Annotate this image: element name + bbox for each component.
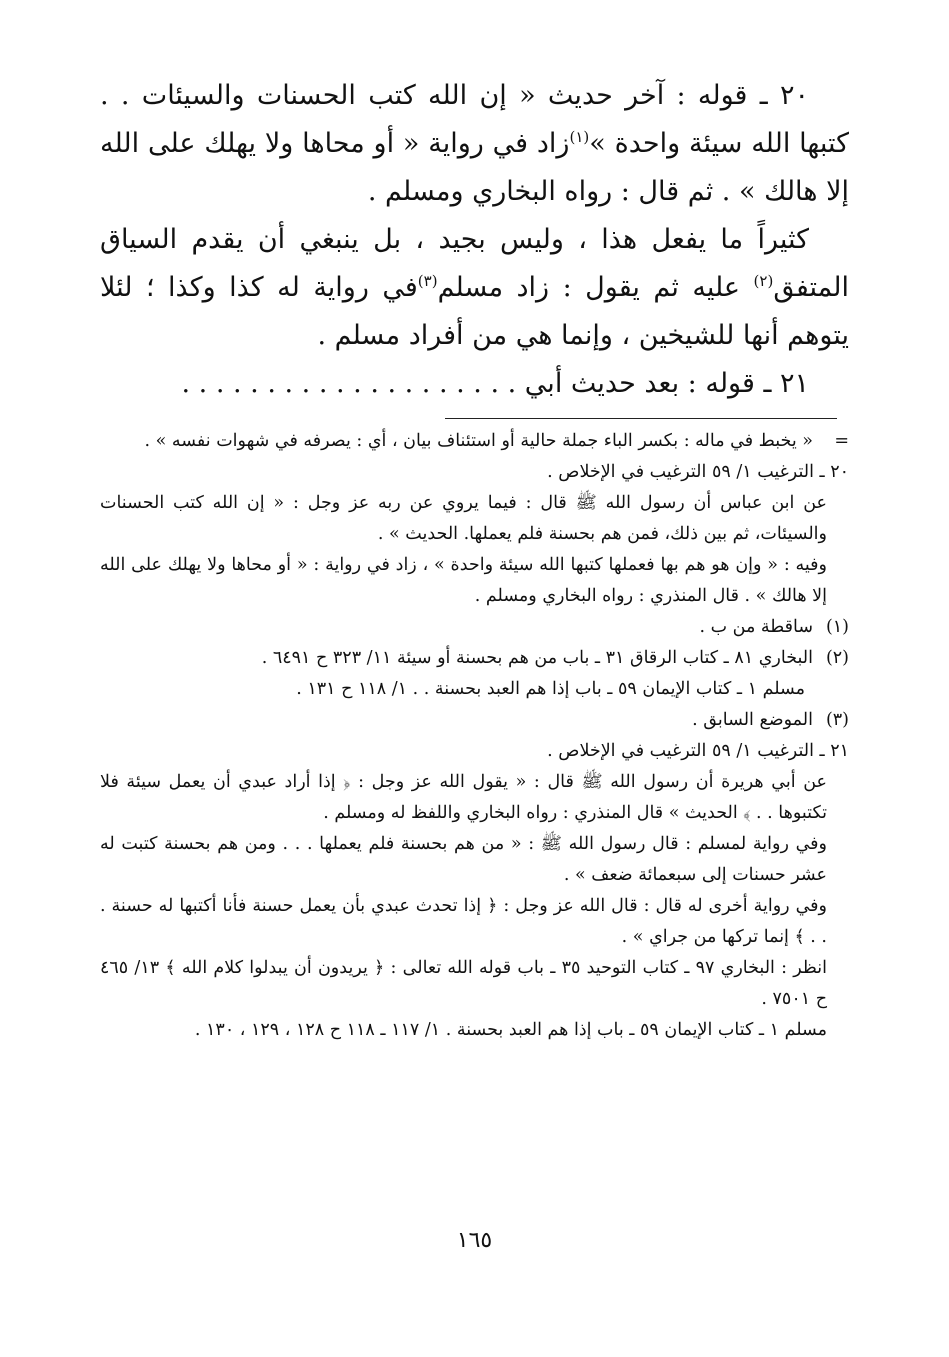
- note-21-title: ٢١ ـ الترغيب ١/ ٥٩ الترغيب في الإخلاص .: [547, 741, 849, 761]
- commentary-paragraph: كثيراً ما يفعل هذا ، وليس بجيد ، بل ينبغي أن يقدم السياق المتفق$^{(٢)}$ عليه ثم يقول : زاد مسلم$^{(٣)}$في رواية له كذا وكذا ؛ لئلا يتوهم أنها للشيخين ، وإنما هي من أفراد مسلم .: [100, 224, 849, 351]
- note-21-text: وفي رواية لمسلم : قال رسول الله ﷺ : « من هم بحسنة فلم يعملها . . . ومن هم بحسنة كتبت له عشر حسنات إلى سبعمائة ضعف » .: [100, 834, 827, 885]
- paragraph-21: ٢١ ـ قوله : بعد حديث أبي . . . . . . . . . . . . . . . . . . . .: [181, 368, 809, 399]
- footnotes-section: [100, 426, 849, 1046]
- note-20-text: وفيه : « وإن هو هم بها فعملها كتبها الله سيئة واحدة » ، زاد في رواية : « أو محاها ولا يهلك على الله إلا هالك » . قال المنذري : رواه البخاري ومسلم .: [100, 555, 827, 606]
- footnote-ref-1: (١): [569, 128, 590, 146]
- footnote-2: (٢)البخاري ٨١ ـ كتاب الرقاق ٣١ ـ باب من هم بحسنة أو سيئة ١١/ ٣٢٣ ح ٦٤٩١ .: [261, 648, 849, 668]
- footnote-ref-2: (٢): [753, 272, 774, 290]
- footnote-separator: [445, 418, 837, 419]
- footnote-1: (١)ساقطة من ب .: [699, 617, 849, 637]
- footnote-2-cont: مسلم ١ ـ كتاب الإيمان ٥٩ ـ باب إذا هم العبد بحسنة . . ١/ ١١٨ ح ١٣١ .: [296, 679, 805, 699]
- note-21-text: وفي رواية أخرى له قال : قال الله عز وجل : ﴿ إذا تحدث عبدي بأن يعمل حسنة فأنا أكتبها له حسنة . . . ﴾ إنما تركها من جراي » .: [100, 896, 827, 947]
- note-20-text: عن ابن عباس أن رسول الله ﷺ قال : فيما يروي عن ربه عز وجل : « إن الله كتب الحسنات والسيئات، ثم بين ذلك، فمن هم بحسنة فلم يعملها. الحديث » .: [100, 493, 827, 544]
- footnote-continuation: =« يخبط في ماله : بكسر الباء جملة حالية أو استئناف بيان ، أي : يصرفه في شهوات نفسه » .: [144, 431, 849, 451]
- note-21-text: مسلم ١ ـ كتاب الإيمان ٥٩ ـ باب إذا هم العبد بحسنة . ١/ ١١٧ ـ ١١٨ ح ١٢٨ ، ١٢٩ ، ١٣٠ .: [194, 1020, 827, 1040]
- note-21-text: انظر : البخاري ٩٧ ـ كتاب التوحيد ٣٥ ـ باب قوله الله تعالى : ﴿ يريدون أن يبدلوا كلام الله ﴾ ١٣/ ٤٦٥ ح ٧٥٠١ .: [100, 958, 827, 1009]
- main-text: [100, 72, 849, 408]
- note-21-text: عن أبي هريرة أن رسول الله ﷺ قال : « يقول الله عز وجل : ﴿ إذا أراد عبدي أن يعمل سيئة فلا تكتبوها . . ﴾ الحديث » قال المنذري : رواه البخاري واللفظ له ومسلم .: [100, 772, 827, 823]
- note-20-title: ٢٠ ـ الترغيب ١/ ٥٩ الترغيب في الإخلاص .: [547, 462, 849, 482]
- footnote-3: (٣)الموضع السابق .: [692, 710, 849, 730]
- footnote-ref-3: (٣): [417, 272, 438, 290]
- paragraph-20: ٢٠ ـ قوله : آخر حديث « إن الله كتب الحسنات والسيئات . . كتبها الله سيئة واحدة »$^{(١)}$زاد في رواية « أو محاها ولا يهلك على الله إلا هالك » . ثم قال : رواه البخاري ومسلم .: [100, 80, 849, 207]
- page-number: ١٦٥: [456, 1228, 493, 1253]
